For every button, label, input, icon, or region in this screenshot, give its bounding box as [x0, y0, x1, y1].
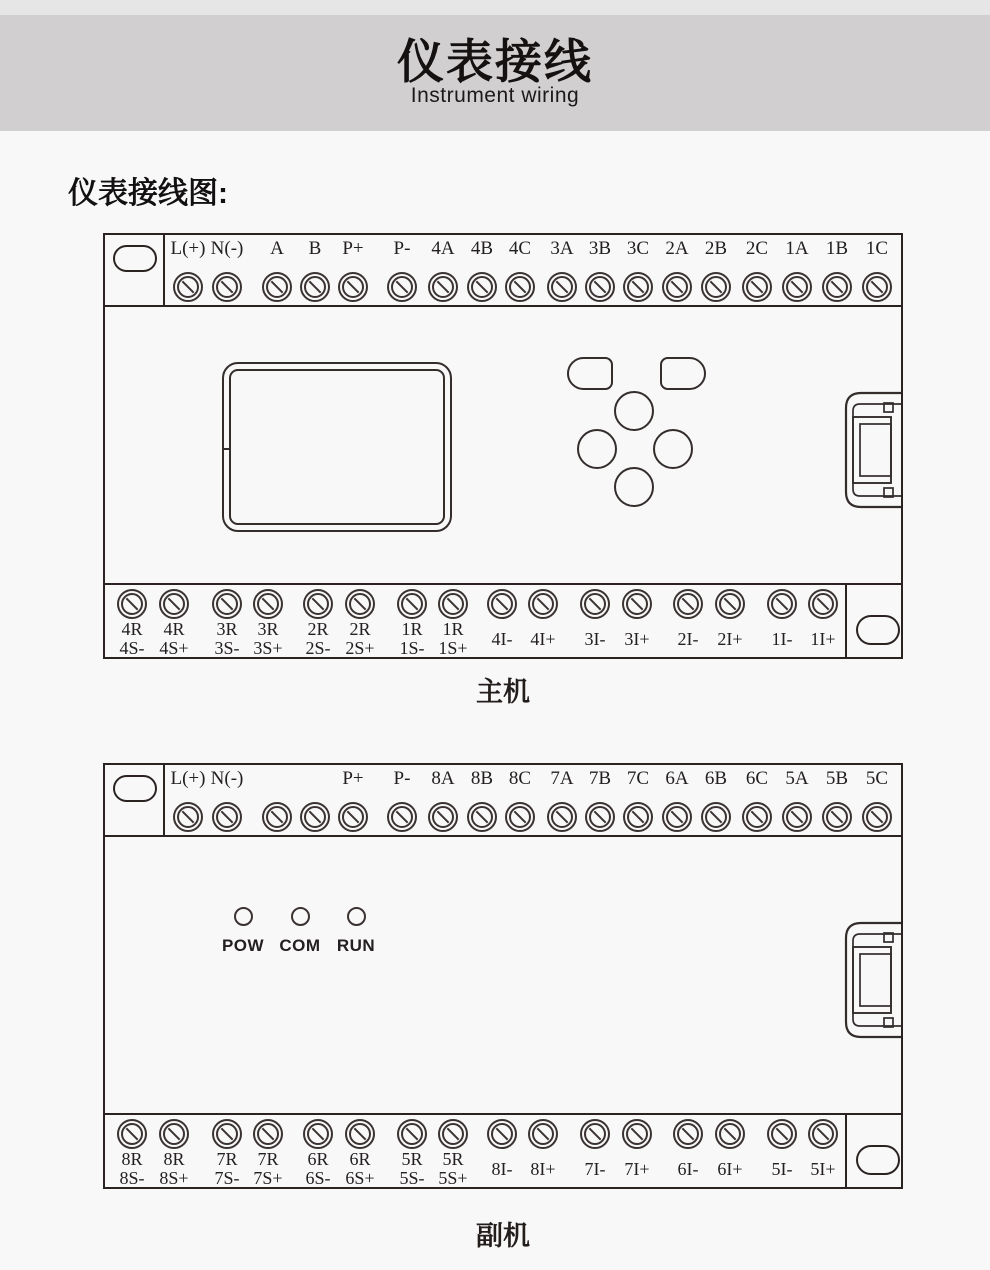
screw-terminal-icon [300, 272, 330, 302]
terminal-label: 7C [626, 768, 650, 789]
terminal-label: 4R 4S+ [159, 619, 189, 658]
screw-terminal-icon [673, 589, 703, 619]
terminal [517, 1119, 569, 1188]
screw-terminal-icon [580, 589, 610, 619]
terminal [427, 589, 479, 658]
terminal-label: 4I+ [530, 628, 556, 649]
led-indicator-icon [291, 907, 310, 926]
terminal-label: 7R 7S+ [253, 1149, 283, 1188]
lcd-display [222, 362, 452, 532]
screw-terminal-icon [338, 802, 368, 832]
function-button-top-left-icon [567, 357, 613, 390]
screw-terminal-icon [547, 802, 577, 832]
terminal-label: 3R 3S- [214, 619, 240, 658]
screw-terminal-icon [547, 272, 577, 302]
main-bottom-terminal-row [103, 583, 903, 659]
led-label: COM [279, 936, 321, 955]
screw-terminal-icon [397, 1119, 427, 1149]
screw-terminal-icon [303, 1119, 333, 1149]
screw-terminal-icon [397, 589, 427, 619]
terminal-label: 3I- [584, 628, 606, 649]
screw-terminal-icon [253, 1119, 283, 1149]
terminal-label: 6R 6S+ [345, 1149, 375, 1188]
top-strip [0, 0, 990, 15]
terminal-label: 5R 5S- [399, 1149, 425, 1188]
nav-button-down-icon [614, 467, 654, 507]
screw-terminal-icon [782, 802, 812, 832]
terminal-label: 4B [470, 238, 494, 259]
screw-terminal-icon [585, 802, 615, 832]
terminal [704, 1119, 756, 1188]
terminal [797, 1119, 849, 1188]
terminal-label: 7A [550, 768, 574, 789]
mounting-slot-icon [856, 1145, 900, 1175]
led-com [270, 907, 330, 956]
aux-bottom-terminal-row [103, 1113, 903, 1189]
screw-terminal-icon [262, 802, 292, 832]
screw-terminal-icon [662, 272, 692, 302]
expansion-connector-icon [841, 390, 901, 510]
terminal-label: 1C [865, 238, 889, 259]
screw-terminal-icon [767, 589, 797, 619]
mounting-slot-icon [856, 615, 900, 645]
terminal-label: 5A [785, 768, 809, 789]
main-unit-body [103, 305, 903, 585]
terminal-label: 8C [508, 768, 532, 789]
screw-terminal-icon [822, 802, 852, 832]
terminal [242, 589, 294, 658]
screw-terminal-icon [253, 589, 283, 619]
main-unit-diagram [103, 233, 903, 659]
terminal-label: P- [393, 238, 411, 259]
screw-terminal-icon [173, 272, 203, 302]
screw-terminal-icon [622, 1119, 652, 1149]
screw-terminal-icon [808, 1119, 838, 1149]
terminal-label: 2B [704, 238, 728, 259]
terminal-label: 1A [785, 238, 809, 259]
screw-terminal-icon [623, 802, 653, 832]
terminal-label: 6I- [677, 1158, 699, 1179]
terminal-label: 8I+ [530, 1158, 556, 1179]
screw-terminal-icon [159, 1119, 189, 1149]
main-unit-caption: 主机 [476, 677, 530, 707]
page-subtitle: Instrument wiring [410, 84, 580, 108]
aux-unit-body [103, 835, 903, 1115]
terminal [851, 237, 903, 302]
terminal-label: 5B [825, 768, 849, 789]
screw-terminal-icon [862, 802, 892, 832]
led-run [326, 907, 386, 956]
screw-terminal-icon [782, 272, 812, 302]
terminal-label: 8B [470, 768, 494, 789]
terminal-label: N(-) [210, 238, 244, 259]
terminal-label: 4A [431, 238, 455, 259]
terminal-label: 3R 3S+ [253, 619, 283, 658]
led-pow [213, 907, 273, 956]
aux-top-terminal-row [103, 763, 903, 837]
terminal [611, 589, 663, 658]
screw-terminal-icon [715, 1119, 745, 1149]
screw-terminal-icon [345, 589, 375, 619]
terminal [334, 1119, 386, 1188]
terminal [797, 589, 849, 658]
screw-terminal-icon [438, 589, 468, 619]
screw-terminal-icon [212, 1119, 242, 1149]
terminal-label: 5I- [771, 1158, 793, 1179]
screw-terminal-icon [345, 1119, 375, 1149]
screw-terminal-icon [622, 589, 652, 619]
terminal [851, 767, 903, 832]
screw-terminal-icon [808, 589, 838, 619]
led-label: POW [221, 936, 265, 955]
aux-unit-diagram [103, 763, 903, 1189]
screw-terminal-icon [117, 1119, 147, 1149]
screw-terminal-icon [173, 802, 203, 832]
terminal-label: 1B [825, 238, 849, 259]
nav-button-up-icon [614, 391, 654, 431]
led-indicator-icon [234, 907, 253, 926]
screw-terminal-icon [487, 589, 517, 619]
screw-terminal-icon [212, 589, 242, 619]
terminal-label: 3A [550, 238, 574, 259]
screw-terminal-icon [428, 272, 458, 302]
screw-terminal-icon [701, 802, 731, 832]
mounting-slot-icon [113, 775, 157, 802]
terminal-label: 8A [431, 768, 455, 789]
screw-terminal-icon [387, 802, 417, 832]
terminal-label: 8I- [491, 1158, 513, 1179]
screw-terminal-icon [300, 802, 330, 832]
terminal-label: 7B [588, 768, 612, 789]
terminal-label: 7I- [584, 1158, 606, 1179]
screw-terminal-icon [623, 272, 653, 302]
terminal-label: 2I- [677, 628, 699, 649]
screw-terminal-icon [767, 1119, 797, 1149]
terminal-label: 4C [508, 238, 532, 259]
screw-terminal-icon [262, 272, 292, 302]
nav-button-right-icon [653, 429, 693, 469]
screw-terminal-icon [387, 272, 417, 302]
terminal [148, 1119, 200, 1188]
terminal [201, 237, 253, 302]
terminal-label: A [270, 238, 284, 259]
screw-terminal-icon [467, 272, 497, 302]
screw-terminal-icon [585, 272, 615, 302]
screw-terminal-icon [742, 802, 772, 832]
screw-terminal-icon [159, 589, 189, 619]
screw-terminal-icon [212, 802, 242, 832]
screw-terminal-icon [338, 272, 368, 302]
terminal-label: 6R 6S- [305, 1149, 331, 1188]
terminal-label: 3C [626, 238, 650, 259]
led-indicator-icon [347, 907, 366, 926]
terminal [611, 1119, 663, 1188]
terminal [148, 589, 200, 658]
expansion-connector-icon [841, 920, 901, 1040]
screw-terminal-icon [673, 1119, 703, 1149]
screw-terminal-icon [303, 589, 333, 619]
aux-unit-caption: 副机 [476, 1221, 530, 1251]
terminal [242, 1119, 294, 1188]
screw-terminal-icon [487, 1119, 517, 1149]
screw-terminal-icon [528, 589, 558, 619]
terminal-label: B [308, 238, 322, 259]
terminal-label: 6A [665, 768, 689, 789]
section-label: 仪表接线图: [68, 177, 228, 210]
terminal-label: 1I- [771, 628, 793, 649]
screw-terminal-icon [715, 589, 745, 619]
terminal [427, 1119, 479, 1188]
screw-terminal-icon [505, 272, 535, 302]
terminal-label: 2A [665, 238, 689, 259]
terminal-label: 5C [865, 768, 889, 789]
terminal-label: P+ [342, 238, 364, 259]
terminal-label: 2C [745, 238, 769, 259]
terminal-label: 3I+ [624, 628, 650, 649]
screw-terminal-icon [862, 272, 892, 302]
display-bezel-tick [223, 448, 229, 450]
screw-terminal-icon [822, 272, 852, 302]
led-label: RUN [336, 936, 376, 955]
terminal-label: 6B [704, 768, 728, 789]
terminal [704, 589, 756, 658]
terminal [334, 589, 386, 658]
terminal [327, 237, 379, 302]
screw-terminal-icon [438, 1119, 468, 1149]
terminal [517, 589, 569, 658]
terminal-label: 2I+ [717, 628, 743, 649]
screw-terminal-icon [580, 1119, 610, 1149]
terminal [201, 767, 253, 832]
terminal-label: 7R 7S- [214, 1149, 240, 1188]
terminal-label: P+ [342, 768, 364, 789]
terminal-label: 1R 1S+ [438, 619, 468, 658]
terminal-label: 3B [588, 238, 612, 259]
terminal [327, 767, 379, 832]
terminal-label: 1R 1S- [399, 619, 425, 658]
function-button-top-right-icon [660, 357, 706, 390]
terminal-label: 4I- [491, 628, 513, 649]
screw-terminal-icon [117, 589, 147, 619]
screw-terminal-icon [505, 802, 535, 832]
terminal-label: P- [393, 768, 411, 789]
terminal-label: 2R 2S+ [345, 619, 375, 658]
header-banner [0, 15, 990, 131]
terminal-label: L(+) [170, 238, 206, 259]
screw-terminal-icon [701, 272, 731, 302]
lcd-display-inner [229, 369, 445, 525]
terminal-label: 8R 8S- [119, 1149, 145, 1188]
terminal-label: 1I+ [810, 628, 836, 649]
screw-terminal-icon [528, 1119, 558, 1149]
page-title: 仪表接线 [397, 35, 593, 89]
screw-terminal-icon [212, 272, 242, 302]
terminal-label: 4R 4S- [119, 619, 145, 658]
screw-terminal-icon [742, 272, 772, 302]
screw-terminal-icon [467, 802, 497, 832]
terminal-label: N(-) [210, 768, 244, 789]
terminal-label: 6I+ [717, 1158, 743, 1179]
nav-button-left-icon [577, 429, 617, 469]
screw-terminal-icon [428, 802, 458, 832]
mounting-slot-icon [113, 245, 157, 272]
main-top-terminal-row [103, 233, 903, 307]
terminal-label: L(+) [170, 768, 206, 789]
terminal-label: 2R 2S- [305, 619, 331, 658]
terminal-label: 5I+ [810, 1158, 836, 1179]
screw-terminal-icon [662, 802, 692, 832]
terminal-label: 5R 5S+ [438, 1149, 468, 1188]
terminal-label: 7I+ [624, 1158, 650, 1179]
terminal-label: 8R 8S+ [159, 1149, 189, 1188]
terminal-label: 6C [745, 768, 769, 789]
